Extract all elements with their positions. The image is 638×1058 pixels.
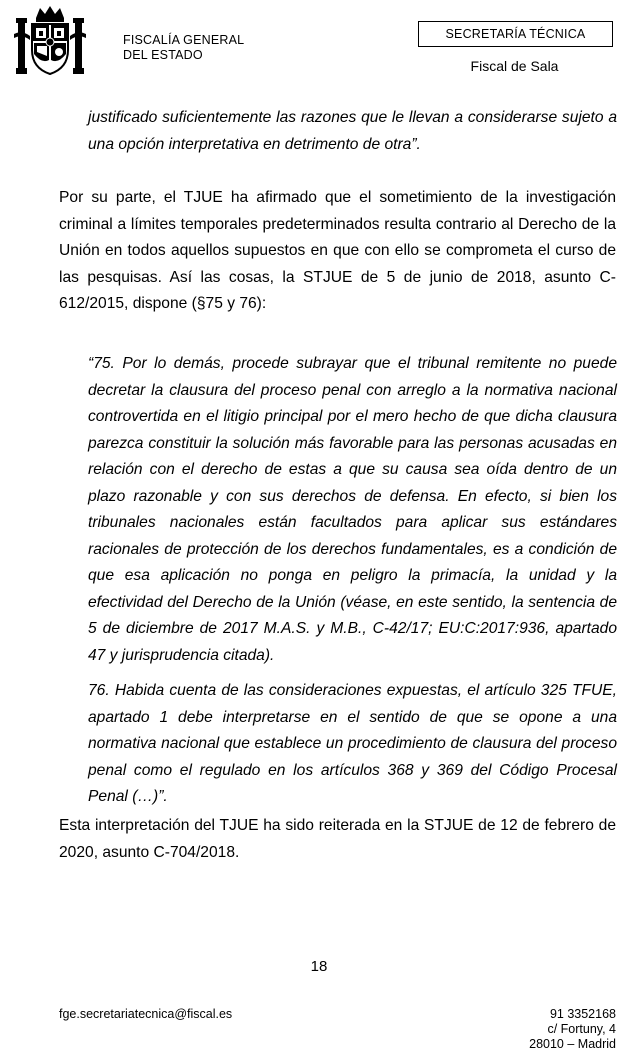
page-number: 18 <box>310 958 328 975</box>
org-name-line2: DEL ESTADO <box>123 48 203 62</box>
organization-name <box>123 33 244 63</box>
org-name-line1: FISCALÍA GENERAL <box>123 33 245 47</box>
paragraph-tjue: Por su parte, el TJUE ha afirmado que el sometimiento de la investigación criminal a límites temporales predeterminados resulta contrario al Derecho de la Unión en todos aquellos supuestos en que con ello se comprometa el curso de las pesquisas. Así las cosas, la STJUE de 5 de junio de 2018, asunto C-612/2015, dispone (§75 y 76): <box>59 189 616 312</box>
quote-paragraph-75: “75. Por lo demás, procede subrayar que el tribunal remitente no puede decretar la clausura del proceso penal con arreglo a la normativa nacional controvertida en el litigio principal por el mero hecho de que dicha clausura parezca constituir la solución más favorable para las personas acusadas en relación con el derecho de estas a que su causa sea oída dentro de un plazo razonable y con sus derechos de defensa. En efecto, si bien los tribunales nacionales están facultados para aplicar sus estándares racionales de protección de los derechos fundamentales, es a condición de que esa aplicación no ponga en peligro la primacía, la unidad y la efectividad del Derecho de la Unión (véase, en este sentido, la sentencia de 5 de diciembre de 2017 M.A.S. y M.B., C-42/17; EU:C:2017:936, apartado 47 y jurisprudencia citada). <box>88 355 617 664</box>
footer-city: 28010 – Madrid <box>529 1037 616 1051</box>
footer-email: fge.secretariatecnica@fiscal.es <box>59 1007 233 1021</box>
fiscal-de-sala-label: Fiscal de Sala <box>470 58 559 74</box>
quote-paragraph-76: 76. Habida cuenta de las consideraciones expuestas, el artículo 325 TFUE, apartado 1 debe interpretarse en el sentido de que se opone a una normativa nacional que establece un procedimiento de clausura del proceso penal como el regulado en los artículos 368 y 369 del Código Procesal Penal (…)”. <box>88 682 617 805</box>
secretaria-tecnica-box <box>418 21 613 47</box>
coat-of-arms-logo <box>14 4 86 78</box>
footer-address <box>529 1007 616 1052</box>
secretaria-tecnica-label: SECRETARÍA TÉCNICA <box>445 27 586 41</box>
footer-street: c/ Fortuny, 4 <box>547 1022 616 1036</box>
quote-continuation: justificado suficientemente las razones que le llevan a considerarse sujeto a una opción interpretativa en detrimento de otra”. <box>88 109 617 153</box>
footer-phone: 91 3352168 <box>549 1007 616 1021</box>
paragraph-reiteration: Esta interpretación del TJUE ha sido reiterada en la STJUE de 12 de febrero de 2020, asunto C-704/2018. <box>59 817 616 861</box>
